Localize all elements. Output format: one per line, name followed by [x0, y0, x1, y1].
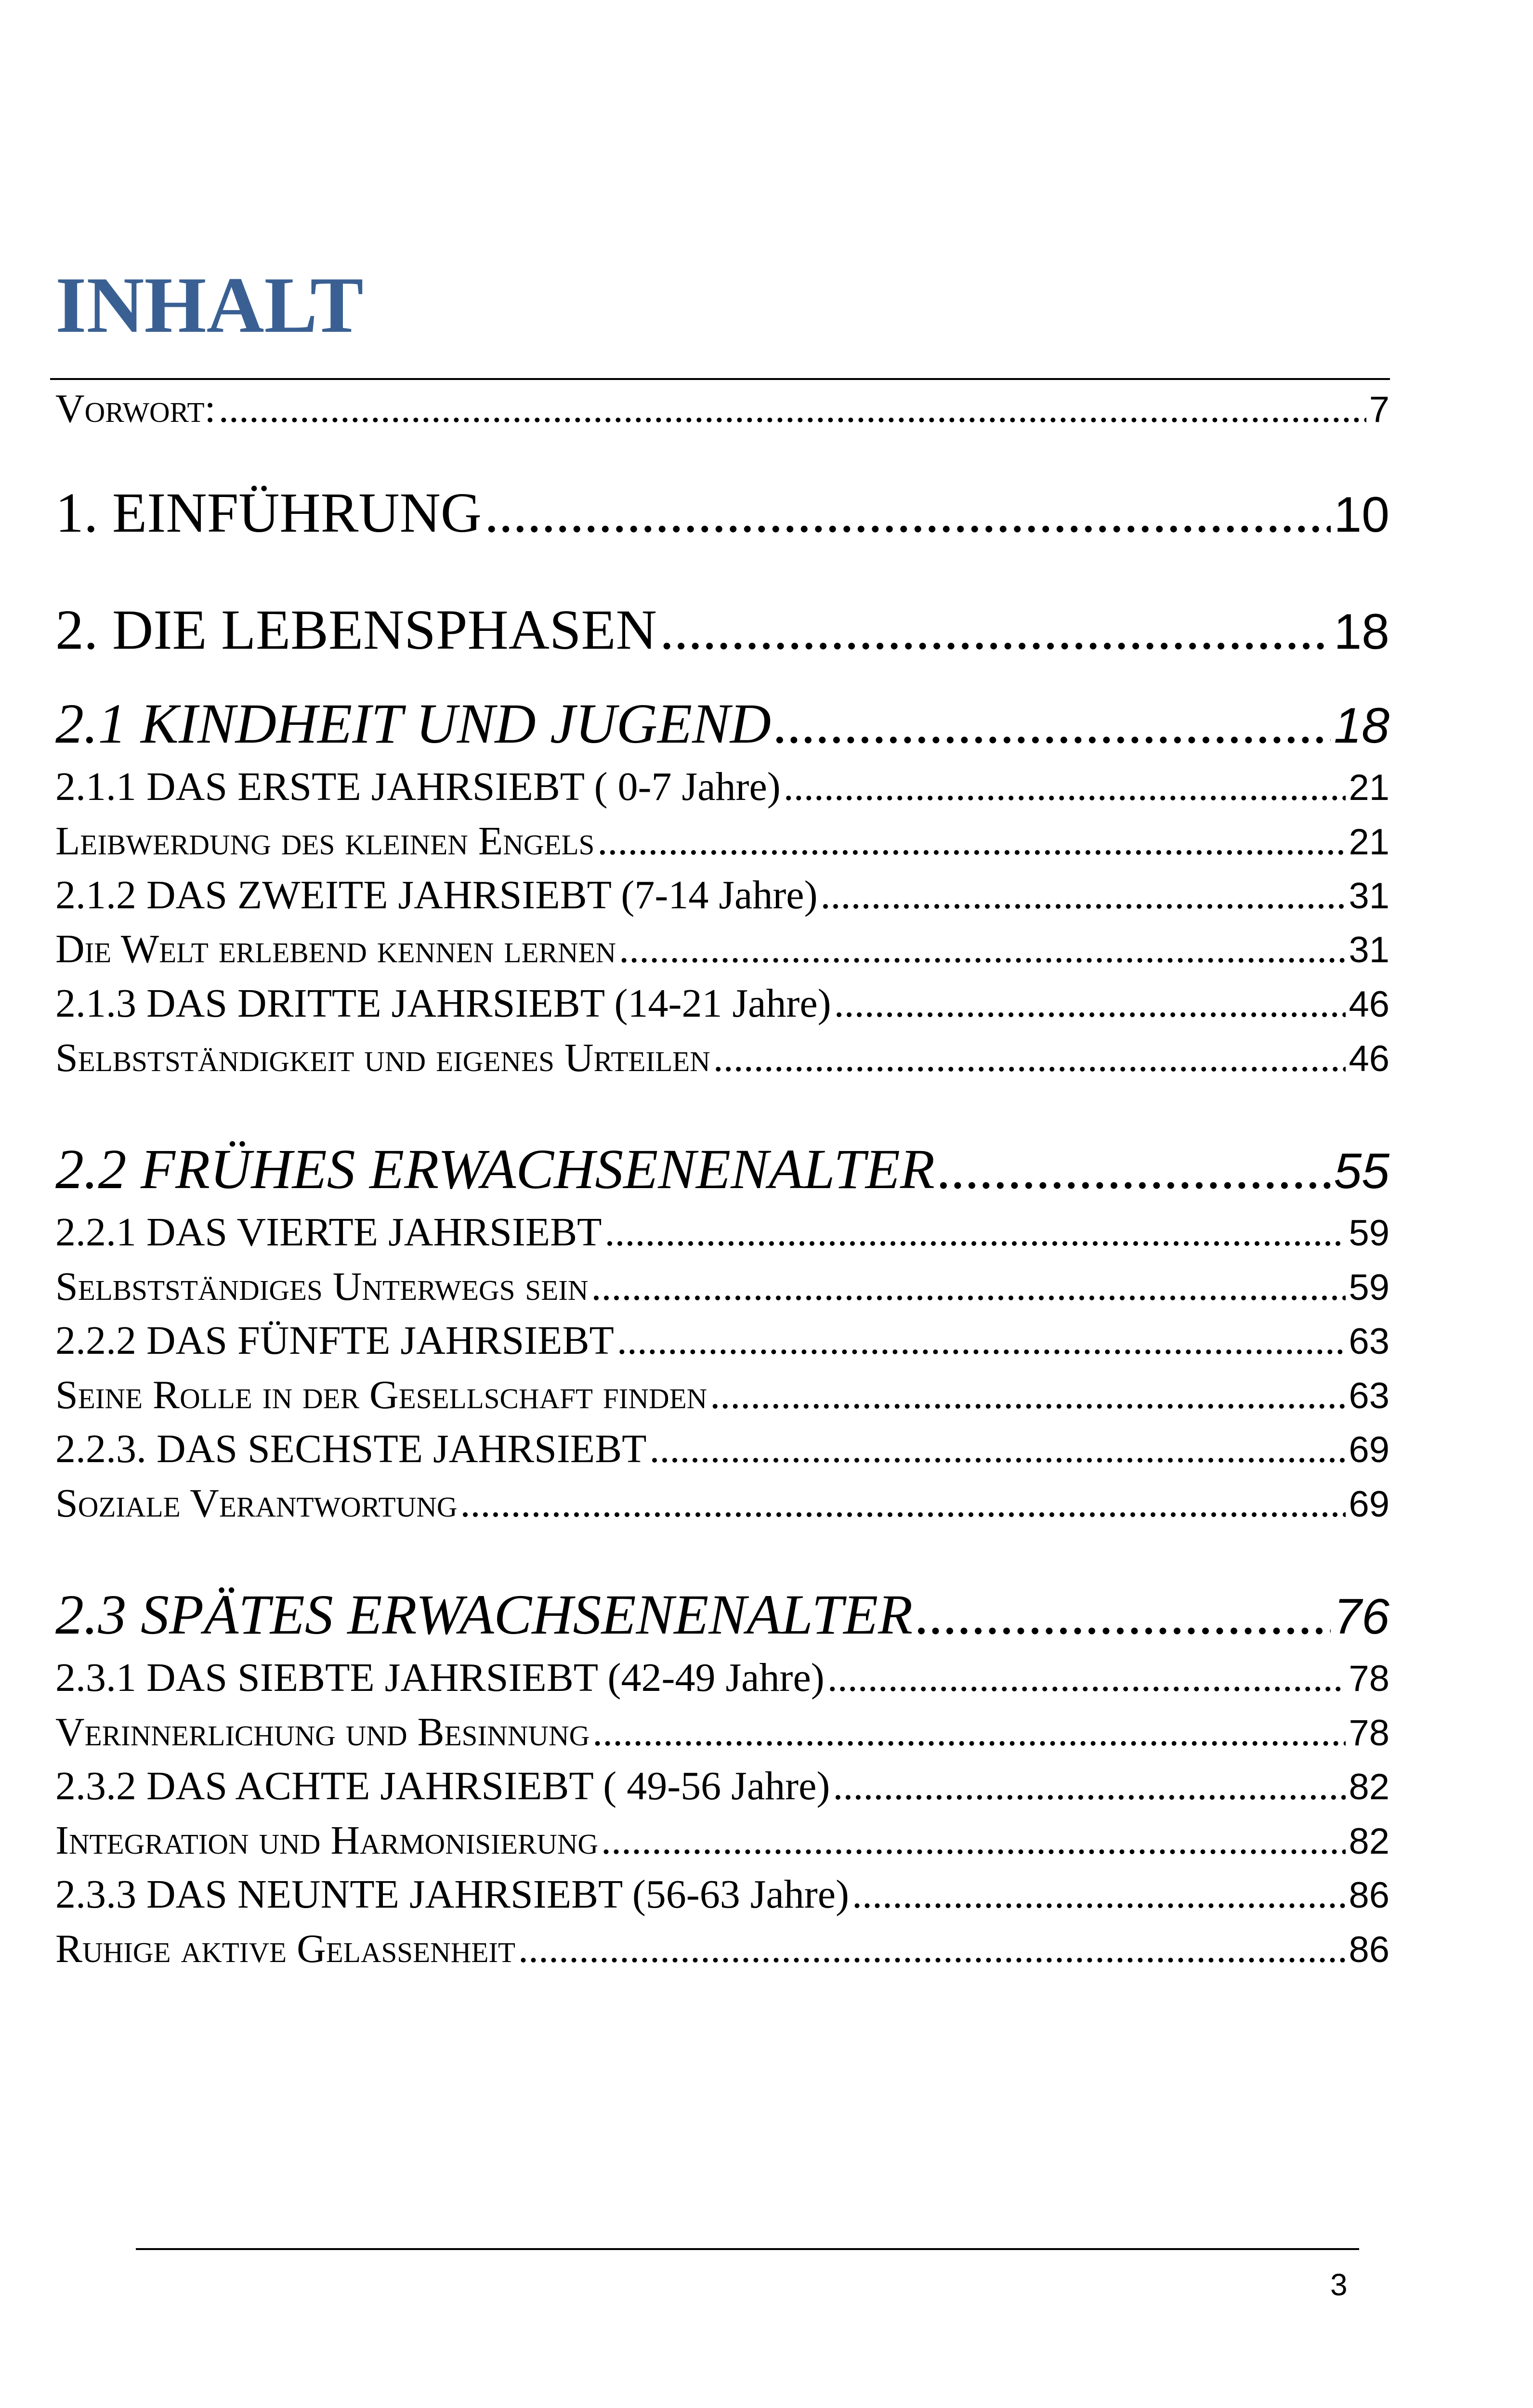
toc-entry-2-1-2[interactable] — [55, 872, 1389, 918]
toc-entry-2-3-1-subtitle[interactable] — [55, 1709, 1389, 1755]
toc-entry-page: 63 — [1349, 1321, 1389, 1362]
toc-entry-2-3-3-subtitle[interactable] — [55, 1925, 1389, 1972]
toc-entry-label: Seine Rolle in der Gesellschaft finden — [55, 1373, 708, 1417]
toc-entry-2-2-2-subtitle[interactable] — [55, 1372, 1389, 1418]
toc-entry-label: Verinnerlichung und Besinnung — [55, 1710, 590, 1754]
toc-entry-label: 1. EINFÜHRUNG — [55, 481, 482, 544]
toc-entry-label: 2.1.2 DAS ZWEITE JAHRSIEBT (7-14 Jahre) — [55, 873, 818, 917]
toc-entry-label: 2.3.3 DAS NEUNTE JAHRSIEBT (56-63 Jahre) — [55, 1872, 849, 1917]
toc-entry-label: 2.1.3 DAS DRITTE JAHRSIEBT (14-21 Jahre) — [55, 981, 831, 1026]
toc-dot-leader — [601, 1817, 1346, 1864]
toc-entry-section-2-1[interactable] — [55, 691, 1389, 757]
table-of-contents — [55, 0, 1389, 2408]
toc-entry-2-1-1[interactable] — [55, 763, 1389, 810]
toc-entry-label: Die Welt erlebend kennen lernen — [55, 927, 616, 971]
toc-entry-label: 2.3.1 DAS SIEBTE JAHRSIEBT (42-49 Jahre) — [55, 1655, 825, 1700]
toc-dot-leader — [938, 1137, 1331, 1202]
toc-dot-leader — [821, 872, 1346, 918]
toc-entry-page: 59 — [1349, 1213, 1389, 1254]
toc-dot-leader — [485, 480, 1331, 546]
toc-dot-leader — [617, 1317, 1346, 1364]
toc-entry-2-3-2[interactable] — [55, 1763, 1389, 1809]
toc-entry-page: 82 — [1349, 1821, 1389, 1862]
toc-dot-leader — [591, 1263, 1346, 1310]
toc-dot-leader — [592, 1709, 1346, 1755]
toc-dot-leader — [852, 1871, 1346, 1918]
footer-rule — [136, 2248, 1359, 2250]
toc-entry-page: 69 — [1349, 1429, 1389, 1470]
toc-entry-page: 63 — [1349, 1375, 1389, 1416]
toc-dot-leader — [604, 1209, 1346, 1256]
toc-entry-page: 86 — [1349, 1875, 1389, 1916]
page-number: 3 — [1330, 2267, 1348, 2302]
toc-entry-2-2-2[interactable] — [55, 1317, 1389, 1364]
toc-entry-page: 69 — [1349, 1484, 1389, 1525]
toc-entry-label: 2.2.1 DAS VIERTE JAHRSIEBT — [55, 1210, 602, 1255]
toc-entry-page: 18 — [1334, 698, 1389, 754]
page-title: INHALT — [55, 261, 364, 349]
toc-entry-2-1-2-subtitle[interactable] — [55, 926, 1389, 972]
toc-dot-leader — [518, 1925, 1346, 1972]
toc-entry-page: 78 — [1349, 1658, 1389, 1699]
toc-dot-leader — [619, 926, 1346, 972]
toc-entry-page: 10 — [1334, 487, 1389, 543]
toc-entry-label: 2.1.1 DAS ERSTE JAHRSIEBT ( 0-7 Jahre) — [55, 764, 781, 809]
toc-entry-page: 55 — [1334, 1143, 1389, 1199]
toc-entry-page: 31 — [1349, 929, 1389, 970]
toc-entry-2-3-1[interactable] — [55, 1654, 1389, 1701]
toc-entry-label: Integration und Harmonisierung — [55, 1818, 599, 1863]
toc-entry-label: Vorwort: — [55, 386, 216, 431]
toc-dot-leader — [460, 1480, 1346, 1527]
toc-entry-chapter-2[interactable] — [55, 597, 1389, 663]
toc-dot-leader — [834, 980, 1346, 1027]
toc-dot-leader — [774, 691, 1331, 757]
toc-dot-leader — [710, 1372, 1346, 1418]
toc-entry-page: 21 — [1349, 767, 1389, 808]
toc-entry-page: 46 — [1349, 1038, 1389, 1079]
toc-entry-page: 21 — [1349, 822, 1389, 863]
toc-entry-2-2-3[interactable] — [55, 1426, 1389, 1472]
toc-dot-leader — [833, 1763, 1346, 1809]
toc-entry-2-2-3-subtitle[interactable] — [55, 1480, 1389, 1527]
toc-entry-label: Selbstständigkeit und eigenes Urteilen — [55, 1035, 710, 1080]
toc-dot-leader — [660, 597, 1331, 663]
toc-entry-label: Leibwerdung des kleinen Engels — [55, 819, 595, 864]
toc-entry-label: 2.2.2 DAS FÜNFTE JAHRSIEBT — [55, 1318, 614, 1363]
toc-dot-leader — [784, 763, 1346, 810]
toc-entry-label: Ruhige aktive Gelassenheit — [55, 1926, 516, 1971]
toc-entry-page: 18 — [1334, 604, 1389, 660]
toc-entry-label: Soziale Verantwortung — [55, 1481, 458, 1526]
toc-entry-label: 2.2.3. DAS SECHSTE JAHRSIEBT — [55, 1426, 647, 1471]
toc-entry-label: 2.1 KINDHEIT UND JUGEND — [55, 692, 771, 755]
toc-entry-label: 2.3.2 DAS ACHTE JAHRSIEBT ( 49-56 Jahre) — [55, 1764, 830, 1808]
toc-dot-leader — [597, 818, 1346, 864]
toc-entry-label: 2.3 SPÄTES ERWACHSENENALTER — [55, 1583, 913, 1646]
toc-entry-2-2-1[interactable] — [55, 1209, 1389, 1256]
toc-entry-2-1-1-subtitle[interactable] — [55, 818, 1389, 864]
toc-entry-page: 31 — [1349, 876, 1389, 916]
toc-entry-page: 86 — [1349, 1929, 1389, 1970]
toc-entry-2-2-1-subtitle[interactable] — [55, 1263, 1389, 1310]
toc-entry-chapter-1[interactable] — [55, 480, 1389, 546]
toc-entry-2-1-3-subtitle[interactable] — [55, 1034, 1389, 1081]
toc-entry-2-3-2-subtitle[interactable] — [55, 1817, 1389, 1864]
toc-entry-vorwort[interactable] — [55, 385, 1389, 432]
toc-dot-leader — [713, 1034, 1346, 1081]
toc-entry-page: 78 — [1349, 1713, 1389, 1754]
toc-entry-page: 59 — [1349, 1267, 1389, 1308]
toc-entry-2-3-3[interactable] — [55, 1871, 1389, 1918]
toc-entry-page: 46 — [1349, 984, 1389, 1025]
toc-entry-section-2-3[interactable] — [55, 1582, 1389, 1648]
toc-entry-page: 76 — [1334, 1589, 1389, 1645]
toc-dot-leader — [916, 1582, 1331, 1648]
toc-entry-page: 7 — [1369, 389, 1389, 430]
toc-dot-leader — [219, 385, 1366, 432]
toc-entry-2-1-3[interactable] — [55, 980, 1389, 1027]
toc-entry-label: 2. DIE LEBENSPHASEN — [55, 598, 657, 661]
toc-dot-leader — [649, 1426, 1346, 1472]
toc-entry-section-2-2[interactable] — [55, 1137, 1389, 1202]
toc-entry-label: Selbstständiges Unterwegs sein — [55, 1264, 589, 1309]
toc-entry-label: 2.2 FRÜHES ERWACHSENENALTER — [55, 1138, 935, 1201]
toc-dot-leader — [827, 1654, 1346, 1701]
toc-entry-page: 82 — [1349, 1767, 1389, 1807]
